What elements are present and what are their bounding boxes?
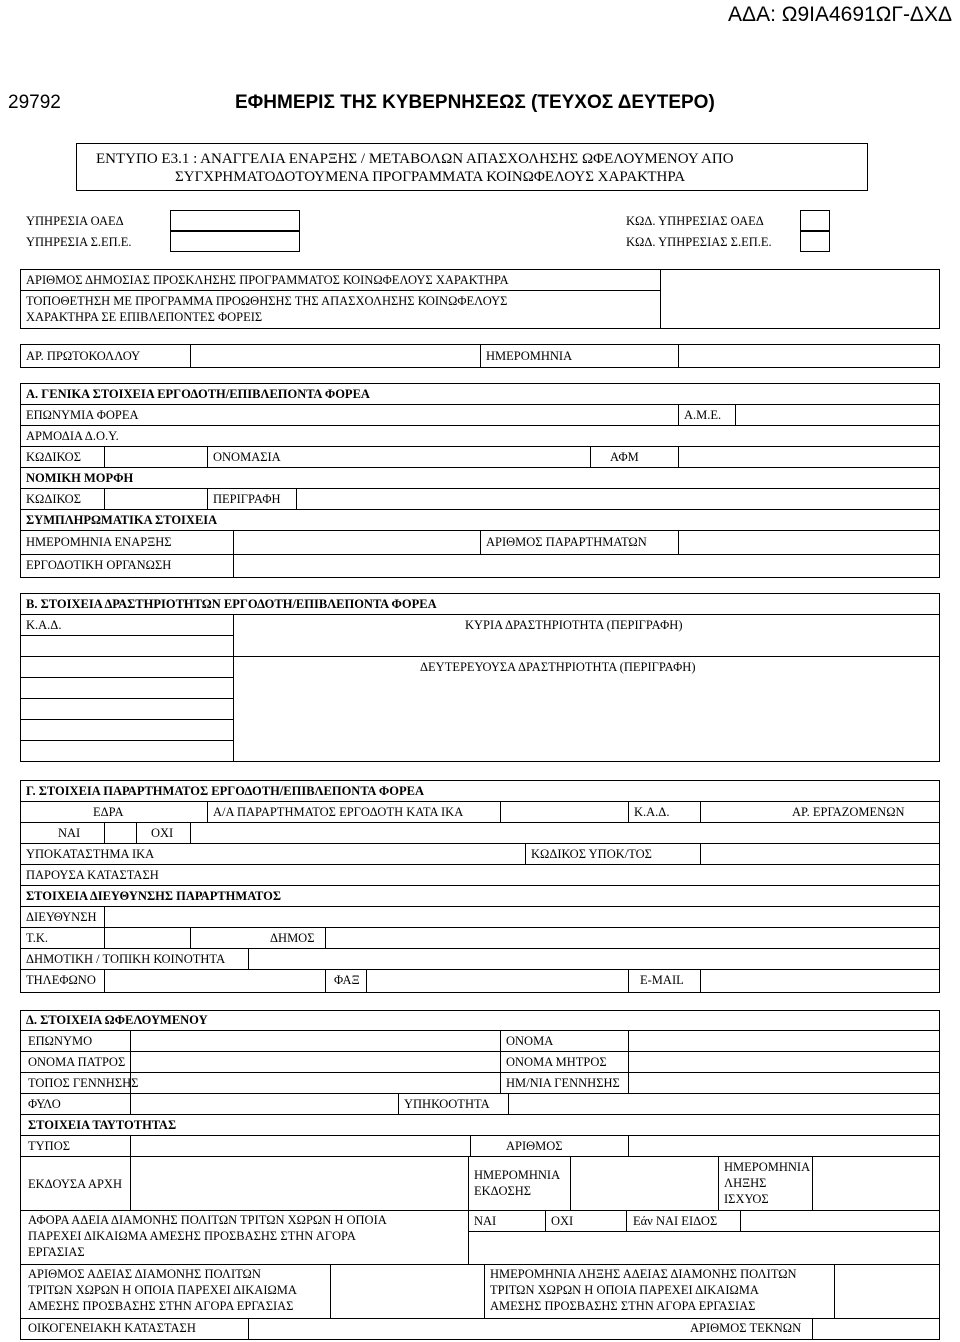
community-label: ΔΗΜΟΤΙΚΗ / ΤΟΠΙΚΗ ΚΟΙΝΟΤΗΤΑ [26, 952, 226, 966]
expiry-label-1: ΗΜΕΡΟΜΗΝΙΑ [724, 1160, 811, 1174]
permit-number-label-1: ΑΡΙΘΜΟΣ ΑΔΕΙΑΣ ΔΙΑΜΟΝΗΣ ΠΟΛΙΤΩΝ [28, 1267, 261, 1281]
protocol-number-field[interactable] [191, 345, 479, 367]
email-label: E-MAIL [640, 973, 684, 987]
no-label: ΟΧΙ [151, 826, 174, 840]
protocol-number-label: ΑΡ. ΠΡΩΤΟΚΟΛΛΟΥ [26, 349, 141, 363]
permit-no-checkbox[interactable] [546, 1211, 625, 1231]
code-oaed-label: ΚΩΔ. ΥΠΗΡΕΣΙΑΣ ΟΑΕΔ [626, 214, 764, 228]
permit-yes-checkbox[interactable] [469, 1211, 544, 1231]
yes-checkbox[interactable] [20, 822, 104, 843]
page-number: 29792 [8, 92, 61, 113]
ada-code: ΑΔΑ: Ω9ΙΑ4691ΩΓ-ΔΧΔ [728, 3, 952, 26]
fax-label: ΦΑΞ [334, 973, 360, 987]
children-label: ΑΡΙΘΜΟΣ ΤΕΚΝΩΝ [690, 1321, 802, 1335]
permit-expiry-label-2: ΤΡΙΤΩΝ ΧΩΡΩΝ Η ΟΠΟΙΑ ΠΑΡΕΧΕΙ ΔΙΚΑΙΩΜΑ [490, 1283, 759, 1297]
onomasia-label: ΟΝΟΜΑΣΙΑ [213, 450, 281, 464]
form-title-line-1: ΕΝΤΥΠΟ Ε3.1 : ΑΝΑΓΓΕΛΙΑ ΕΝΑΡΞΗΣ / ΜΕΤΑΒΟΛΩΝ ΑΠΑΣΧΟΛΗΣΗΣ ΩΦΕΛΟΥΜΕΝΟΥ ΑΠΟ [96, 151, 734, 167]
id-type-label: ΤΥΠΟΣ [28, 1139, 70, 1153]
permit-label-2: ΠΑΡΕΧΕΙ ΔΙΚΑΙΩΜΑ ΑΜΕΣΗΣ ΠΡΟΣΒΑΣΗΣ ΣΤΗΝ ΑΓΟΡΑ [28, 1229, 356, 1243]
secondary-activity-label: ΔΕΥΤΕΡΕΥΟΥΣΑ ΔΡΑΣΤΗΡΙΟΤΗΤΑ (ΠΕΡΙΓΡΑΦΗ) [420, 660, 696, 674]
permit-no-label: ΟΧΙ [551, 1214, 574, 1228]
kad-c-label: Κ.Α.Δ. [634, 805, 670, 819]
father-name-label: ΟΝΟΜΑ ΠΑΤΡΟΣ [28, 1055, 126, 1069]
protocol-date-field[interactable] [679, 345, 939, 367]
tax-office-label: ΑΡΜΟΔΙΑ Δ.Ο.Υ. [26, 429, 119, 443]
permit-label-1: ΑΦΟΡΑ ΑΔΕΙΑ ΔΙΑΜΟΝΗΣ ΠΟΛΙΤΩΝ ΤΡΙΤΩΝ ΧΩΡΩΝ Η ΟΠΟΙΑ [28, 1213, 387, 1227]
permit-expiry-label-3: ΑΜΕΣΗΣ ΠΡΟΣΒΑΣΗΣ ΣΤΗΝ ΑΓΟΡΑ ΕΡΓΑΣΙΑΣ [490, 1299, 756, 1313]
status-label: ΠΑΡΟΥΣΑ ΚΑΤΑΣΤΑΣΗ [26, 868, 159, 882]
invitation-number-label: ΑΡΙΘΜΟΣ ΔΗΜΟΣΙΑΣ ΠΡΟΣΚΛΗΣΗΣ ΠΡΟΓΡΑΜΜΑΤΟΣ ΚΟΙΝΩΦΕΛΟΥΣ ΧΑΡΑΚΤΗΡΑ [26, 273, 509, 287]
section-d-title: Δ. ΣΤΟΙΧΕΙΑ ΩΦΕΛΟΥΜΕΝΟΥ [26, 1013, 208, 1027]
form-title-line-2: ΣΥΓΧΡΗΜΑΤΟΔΟΤΟΥΜΕΝΑ ΠΡΟΓΡΑΜΜΑΤΑ ΚΟΙΝΩΦΕΛΟΥΣ ΧΑΡΑΚΤΗΡΑ [175, 169, 686, 185]
permit-number-label-2: ΤΡΙΤΩΝ ΧΩΡΩΝ Η ΟΠΟΙΑ ΠΑΡΕΧΕΙ ΔΙΚΑΙΩΜΑ [28, 1283, 297, 1297]
afm-label: ΑΦΜ [610, 450, 639, 464]
issue-date-label-2: ΕΚΔΟΣΗΣ [474, 1184, 532, 1198]
legal-form-label: ΝΟΜΙΚΗ ΜΟΡΦΗ [26, 471, 134, 485]
birthdate-label: ΗΜ/ΝΙΑ ΓΕΝΝΗΣΗΣ [506, 1076, 620, 1090]
permit-number-label-3: ΑΜΕΣΗΣ ΠΡΟΣΒΑΣΗΣ ΣΤΗΝ ΑΓΟΡΑ ΕΡΓΑΣΙΑΣ [28, 1299, 294, 1313]
employer-name-label: ΕΠΩΝΥΜΙΑ ΦΟΡΕΑ [26, 408, 139, 422]
permit-yes-label: ΝΑΙ [474, 1214, 497, 1228]
permit-expiry-label-1: ΗΜΕΡΟΜΗΝΙΑ ΛΗΞΗΣ ΑΔΕΙΑΣ ΔΙΑΜΟΝΗΣ ΠΟΛΙΤΩΝ [490, 1267, 797, 1281]
expiry-label-2: ΛΗΞΗΣ [724, 1176, 767, 1190]
gazette-title: ΕΦΗΜΕΡΙΣ ΤΗΣ ΚΥΒΕΡΝΗΣΕΩΣ (ΤΕΥΧΟΣ ΔΕΥΤΕΡΟ) [235, 92, 715, 113]
no-checkbox[interactable] [104, 822, 190, 843]
code-oaed-field[interactable] [800, 210, 830, 231]
ika-branch-label: ΥΠΟΚΑΤΑΣΤΗΜΑ ΙΚΑ [26, 847, 155, 861]
description-label: ΠΕΡΙΓΡΑΦΗ [213, 492, 281, 506]
seat-label: ΕΔΡΑ [93, 805, 124, 819]
id-number-label: ΑΡΙΘΜΟΣ [506, 1139, 563, 1153]
expiry-label-3: ΙΣΧΥΟΣ [724, 1192, 769, 1206]
phone-label: ΤΗΛΕΦΩΝΟ [26, 973, 96, 987]
postal-code-label: Τ.Κ. [26, 931, 48, 945]
permit-type-label: Εάν ΝΑΙ ΕΙΔΟΣ [633, 1214, 718, 1228]
authority-label: ΕΚΔΟΥΣΑ ΑΡΧΗ [28, 1177, 122, 1191]
branches-count-label: ΑΡΙΘΜΟΣ ΠΑΡΑΡΤΗΜΑΤΩΝ [486, 535, 647, 549]
section-b-title: Β. ΣΤΟΙΧΕΙΑ ΔΡΑΣΤΗΡΙΟΤΗΤΩΝ ΕΡΓΟΔΟΤΗ/ΕΠΙΒΛΕΠΟΝΤΑ ΦΟΡΕΑ [26, 597, 437, 611]
main-activity-label: ΚΥΡΙΑ ΔΡΑΣΤΗΡΙΟΤΗΤΑ (ΠΕΡΙΓΡΑΦΗ) [465, 618, 683, 632]
id-title: ΣΤΟΙΧΕΙΑ ΤΑΥΤΟΤΗΤΑΣ [28, 1118, 177, 1132]
issue-date-label-1: ΗΜΕΡΟΜΗΝΙΑ [474, 1168, 561, 1182]
family-status-label: ΟΙΚΟΓΕΝΕΙΑΚΗ ΚΑΤΑΣΤΑΣΗ [28, 1321, 196, 1335]
kad-label: Κ.Α.Δ. [26, 618, 62, 632]
service-sepe-field[interactable] [170, 231, 300, 252]
organization-label: ΕΡΓΟΔΟΤΙΚΗ ΟΡΓΑΝΩΣΗ [26, 558, 172, 572]
firstname-label: ΟΝΟΜΑ [506, 1034, 554, 1048]
code2-label: ΚΩΔΙΚΟΣ [26, 492, 81, 506]
address-title: ΣΤΟΙΧΕΙΑ ΔΙΕΥΘΥΝΣΗΣ ΠΑΡΑΡΤΗΜΑΤΟΣ [26, 889, 282, 903]
code-sepe-field[interactable] [800, 231, 830, 252]
surname-label: ΕΠΩΝΥΜΟ [28, 1034, 93, 1048]
permit-label-3: ΕΡΓΑΣΙΑΣ [28, 1245, 85, 1259]
supplementary-label: ΣΥΜΠΛΗΡΩΜΑΤΙΚΑ ΣΤΟΙΧΕΙΑ [26, 513, 218, 527]
service-oaed-label: ΥΠΗΡΕΣΙΑ ΟΑΕΔ [26, 214, 124, 228]
start-date-label: ΗΜΕΡΟΜΗΝΙΑ ΕΝΑΡΞΗΣ [26, 535, 172, 549]
service-oaed-field[interactable] [170, 210, 300, 231]
address-label: ΔΙΕΥΘΥΝΣΗ [26, 910, 97, 924]
citizenship-label: ΥΠΗΚΟΟΤΗΤΑ [404, 1097, 490, 1111]
service-sepe-label: ΥΠΗΡΕΣΙΑ Σ.ΕΠ.Ε. [26, 235, 132, 249]
municipality-label: ΔΗΜΟΣ [270, 931, 315, 945]
yes-label: ΝΑΙ [58, 826, 81, 840]
code-sepe-label: ΚΩΔ. ΥΠΗΡΕΣΙΑΣ Σ.ΕΠ.Ε. [626, 235, 772, 249]
section-c-title: Γ. ΣΤΟΙΧΕΙΑ ΠΑΡΑΡΤΗΜΑΤΟΣ ΕΡΓΟΔΟΤΗ/ΕΠΙΒΛΕΠΟΝΤΑ ΦΟΡΕΑ [26, 784, 424, 798]
section-a-title: Α. ΓΕΝΙΚΑ ΣΤΟΙΧΕΙΑ ΕΡΓΟΔΟΤΗ/ΕΠΙΒΛΕΠΟΝΤΑ ΦΟΡΕΑ [26, 387, 370, 401]
ame-label: Α.Μ.Ε. [684, 408, 722, 422]
birthplace-label: ΤΟΠΟΣ ΓΕΝΝΗΣΗΣ [28, 1076, 139, 1090]
protocol-date-label: ΗΜΕΡΟΜΗΝΙΑ [486, 349, 573, 363]
ika-code-label: ΚΩΔΙΚΟΣ ΥΠΟΚ/ΤΟΣ [531, 847, 652, 861]
placement-label-line-1: ΤΟΠΟΘΕΤΗΣΗ ΜΕ ΠΡΟΓΡΑΜΜΑ ΠΡΟΩΘΗΣΗΣ ΤΗΣ ΑΠΑΣΧΟΛΗΣΗΣ ΚΟΙΝΩΦΕΛΟΥΣ [26, 294, 508, 308]
mother-name-label: ΟΝΟΜΑ ΜΗΤΡΟΣ [506, 1055, 607, 1069]
placement-label-line-2: ΧΑΡΑΚΤΗΡΑ ΣΕ ΕΠΙΒΛΕΠΟΝΤΕΣ ΦΟΡΕΙΣ [26, 310, 263, 324]
branch-number-label: Α/Α ΠΑΡΑΡΤΗΜΑΤΟΣ ΕΡΓΟΔΟΤΗ ΚΑΤΑ ΙΚΑ [213, 805, 464, 819]
code-label: ΚΩΔΙΚΟΣ [26, 450, 81, 464]
program-value-field[interactable] [661, 270, 939, 328]
employees-label: ΑΡ. ΕΡΓΑΖΟΜΕΝΩΝ [792, 805, 905, 819]
sex-label: ΦΥΛΟ [28, 1097, 61, 1111]
